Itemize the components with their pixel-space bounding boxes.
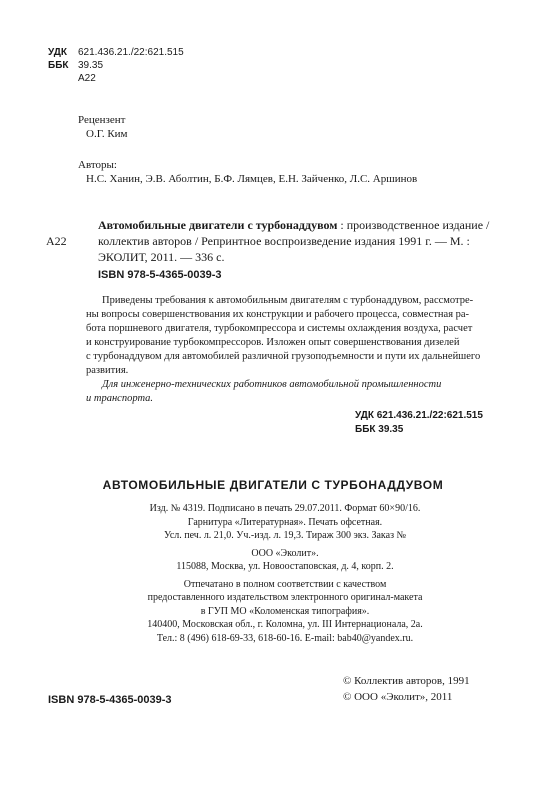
annotation-line: ны вопросы совершенствования их конструкции и рабочего процесса, совместная ра- bbox=[86, 309, 470, 320]
printer-line: предоставленного издательством электронного оригинал-макета bbox=[147, 592, 423, 603]
imprint-line: Усл. печ. л. 21,0. Уч.-изд. л. 19,3. Тираж 300 экз. Заказ № bbox=[163, 530, 407, 541]
printer-line: Отпечатано в полном соответствии с качеством bbox=[183, 578, 387, 590]
publisher-name: ООО «Эколит». bbox=[251, 547, 319, 559]
authors-names: Н.С. Ханин, Э.В. Аболтин, Б.Ф. Лямцев, Е.Н. Зайченко, Л.С. Аршинов bbox=[86, 173, 418, 185]
publisher-address: 115088, Москва, ул. Новоостаповская, д. 4, корп. 2. bbox=[176, 561, 394, 572]
copyright-authors: © Коллектив авторов, 1991 bbox=[343, 675, 470, 687]
imprint bbox=[120, 502, 450, 645]
catalog-line-1 bbox=[98, 217, 500, 233]
annotation bbox=[86, 294, 498, 406]
footer-isbn: ISBN 978-5-4365-0039-3 bbox=[48, 694, 172, 706]
copyright-publisher: © ООО «Эколит», 2011 bbox=[343, 691, 453, 703]
bbk-label: ББК bbox=[48, 60, 69, 71]
annotation-line: бота поршневого двигателя, турбокомпрессора и системы охлаждения воздуха, расчет bbox=[86, 323, 473, 334]
audience-line: и транспорта. bbox=[86, 393, 154, 404]
udk-repeat: УДК 621.436.21./22:621.515 bbox=[355, 410, 483, 421]
catalog-title: Автомобильные двигатели с турбонаддувом bbox=[98, 218, 338, 232]
reviewer-name: О.Г. Ким bbox=[86, 128, 128, 140]
authors-label: Авторы: bbox=[78, 159, 117, 171]
annotation-line: Приведены требования к автомобильным двигателям с турбонаддувом, рассмотре- bbox=[102, 295, 474, 306]
isbn: ISBN 978-5-4365-0039-3 bbox=[98, 269, 222, 281]
annotation-line: с турбонаддувом для автомобилей различной грузоподъемности и пути их дальнейшего bbox=[86, 351, 481, 362]
audience-line: Для инженерно-технических работников автомобильной промышленности bbox=[102, 379, 442, 390]
book-title: АВТОМОБИЛЬНЫЕ ДВИГАТЕЛИ С ТУРБОНАДДУВОМ bbox=[102, 478, 444, 492]
catalog-line-3: ЭКОЛИТ, 2011. — 336 с. bbox=[98, 250, 225, 264]
imprint-line: Гарнитура «Литературная». Печать офсетная. bbox=[187, 516, 383, 528]
author-mark: А22 bbox=[78, 73, 96, 84]
annotation-line: развития. bbox=[86, 365, 129, 376]
catalog-entry bbox=[98, 217, 500, 265]
reviewer-label: Рецензент bbox=[78, 114, 126, 126]
catalog-line-2: коллектив авторов / Репринтное воспроизведение издания 1991 г. — М. : bbox=[98, 234, 470, 248]
bbk-repeat: ББК 39.35 bbox=[355, 424, 404, 435]
printer-line: в ГУП МО «Коломенская типография». bbox=[200, 605, 370, 617]
printer-line: Тел.: 8 (496) 618-69-33, 618-60-16. E-mail: bab40@yandex.ru. bbox=[156, 632, 414, 644]
catalog-mark: А22 bbox=[46, 234, 67, 248]
annotation-line: и конструирование турбокомпрессоров. Изложен опыт совершенствования дизелей bbox=[86, 337, 460, 348]
printer-line: 140400, Московская обл., г. Коломна, ул. III Интернационала, 2а. bbox=[147, 619, 423, 630]
udk-label: УДК bbox=[48, 47, 67, 58]
bbk-value: 39.35 bbox=[78, 60, 104, 71]
udk-value: 621.436.21./22:621.515 bbox=[78, 47, 184, 58]
catalog-line1-rest: : производственное издание / bbox=[340, 218, 490, 232]
imprint-line: Изд. № 4319. Подписано в печать 29.07.2011. Формат 60×90/16. bbox=[149, 503, 421, 514]
